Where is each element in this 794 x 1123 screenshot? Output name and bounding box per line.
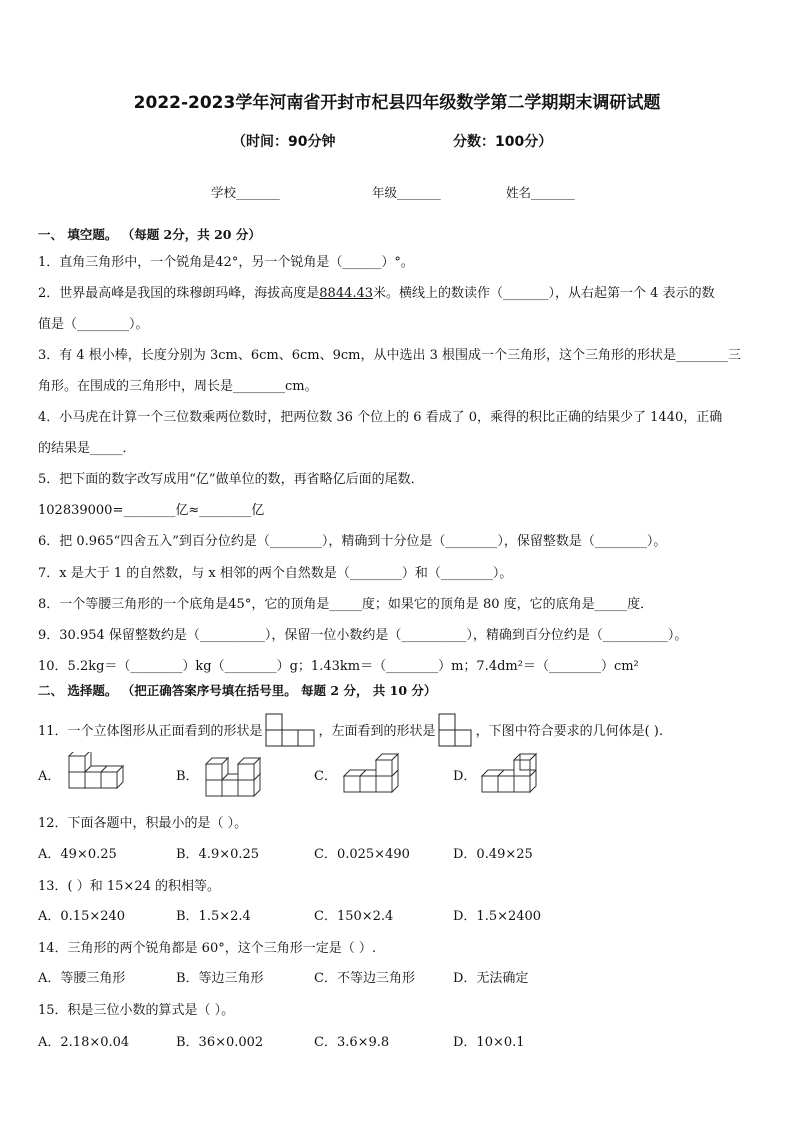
question-4-line1: 4．小马虎在计算一个三位数乘两位数时，把两位数 36 个位上的 6 看成了 0，乘得的积比正确的结果少了 1440，正确 (38, 410, 723, 425)
q11-option-c[interactable]: C． (314, 769, 337, 784)
q11-option-d-figure (478, 750, 550, 798)
q15-option-c[interactable]: C．3.6×9.8 (314, 1035, 390, 1050)
section1-heading: 一、 填空题。 （每题 2分，共 20 分） (38, 227, 261, 242)
name-field: 姓名_______ (506, 185, 575, 200)
q11-option-a-figure (64, 752, 134, 796)
q15-option-a[interactable]: A．2.18×0.04 (38, 1035, 130, 1050)
question-5-line2: 102839000=________亿≈________亿 (38, 503, 265, 518)
q15-option-d[interactable]: D．10×0.1 (453, 1035, 525, 1050)
question-14: 14．三角形的两个锐角都是 60°，这个三角形一定是（ ）. (38, 941, 376, 956)
q12-option-c[interactable]: C．0.025×490 (314, 847, 410, 862)
question-13: 13．( ）和 15×24 的积相等。 (38, 879, 220, 894)
question-10: 10．5.2kg＝（________）kg（________）g；1.43km＝（________）m；7.4dm²＝（________）cm² (38, 659, 639, 674)
question-3-line2: 角形。在围成的三角形中，周长是________cm。 (38, 379, 318, 394)
question-11 (38, 713, 663, 747)
q15-option-b[interactable]: B．36×0.002 (176, 1035, 264, 1050)
q13-option-c[interactable]: C．150×2.4 (314, 909, 394, 924)
q13-option-a[interactable]: A．0.15×240 (38, 909, 126, 924)
question-6: 6．把 0.965“四舍五入”到百分位约是（________），精确到十分位是（________），保留整数是（________）。 (38, 534, 667, 549)
question-8: 8．一个等腰三角形的一个底角是45°，它的顶角是_____度；如果它的顶角是 80 度，它的底角是_____度． (38, 597, 654, 612)
question-5-line1: 5．把下面的数字改写成用“亿”做单位的数，再省略亿后面的尾数． (38, 472, 424, 487)
question-2-line2: 值是（________）。 (38, 317, 149, 332)
q13-option-d[interactable]: D．1.5×2400 (453, 909, 542, 924)
grade-field: 年级_______ (372, 185, 441, 200)
q11-option-a[interactable]: A． (38, 769, 61, 784)
q11-option-d[interactable]: D． (453, 769, 477, 784)
front-view-figure (265, 713, 317, 747)
question-15: 15．积是三位小数的算式是（ ）。 (38, 1003, 235, 1018)
question-9: 9．30.954 保留整数约是（__________），保留一位小数约是（__________），精确到百分位约是（__________）。 (38, 628, 688, 643)
question-2-line1 (38, 282, 715, 301)
q11-text-c: ，下图中符合要求的几何体是( ). (475, 724, 663, 739)
q11-text-b: ，左面看到的形状是 (318, 724, 436, 739)
q2-underlined-number: 8844.43 (319, 286, 374, 301)
q11-option-b-figure (202, 750, 274, 800)
q14-option-d[interactable]: D．无法确定 (453, 971, 529, 986)
q14-option-c[interactable]: C．不等边三角形 (314, 971, 415, 986)
school-field: 学校_______ (211, 185, 280, 200)
q11-option-c-figure (340, 750, 412, 798)
question-12: 12．下面各题中，积最小的是（ ）。 (38, 816, 248, 831)
q12-option-b[interactable]: B．4.9×0.25 (176, 847, 260, 862)
section2-heading: 二、 选择题。 （把正确答案序号填在括号里。 每题 2 分， 共 10 分） (38, 683, 437, 698)
q11-option-b[interactable]: B． (176, 769, 199, 784)
question-3-line1: 3．有 4 根小棒，长度分别为 3cm、6cm、6cm、9cm，从中选出 3 根围成一个三角形，这个三角形的形状是________三 (38, 348, 741, 363)
q12-option-a[interactable]: A．49×0.25 (38, 847, 117, 862)
q2-text-b: 米。横线上的数读作（_______），从右起第一个 4 表示的数 (373, 286, 715, 301)
q14-option-b[interactable]: B．等边三角形 (176, 971, 264, 986)
left-view-figure (438, 713, 474, 747)
q2-text-a: 2．世界最高峰是我国的珠穆朗玛峰，海拔高度是 (38, 286, 320, 301)
q13-option-b[interactable]: B．1.5×2.4 (176, 909, 251, 924)
exam-time: （时间：90分钟 (232, 134, 336, 150)
q12-option-d[interactable]: D．0.49×25 (453, 847, 533, 862)
question-4-line2: 的结果是_____． (38, 441, 136, 456)
exam-title: 2022-2023学年河南省开封市杞县四年级数学第二学期期末调研试题 (133, 93, 661, 113)
q11-text-a: 11．一个立体图形从正面看到的形状是 (38, 724, 263, 739)
q14-option-a[interactable]: A．等腰三角形 (38, 971, 126, 986)
question-7: 7．x 是大于 1 的自然数，与 x 相邻的两个自然数是（________）和（________）。 (38, 566, 513, 581)
question-1: 1．直角三角形中，一个锐角是42°，另一个锐角是（______）°。 (38, 255, 414, 270)
exam-score: 分数：100分） (453, 134, 553, 150)
